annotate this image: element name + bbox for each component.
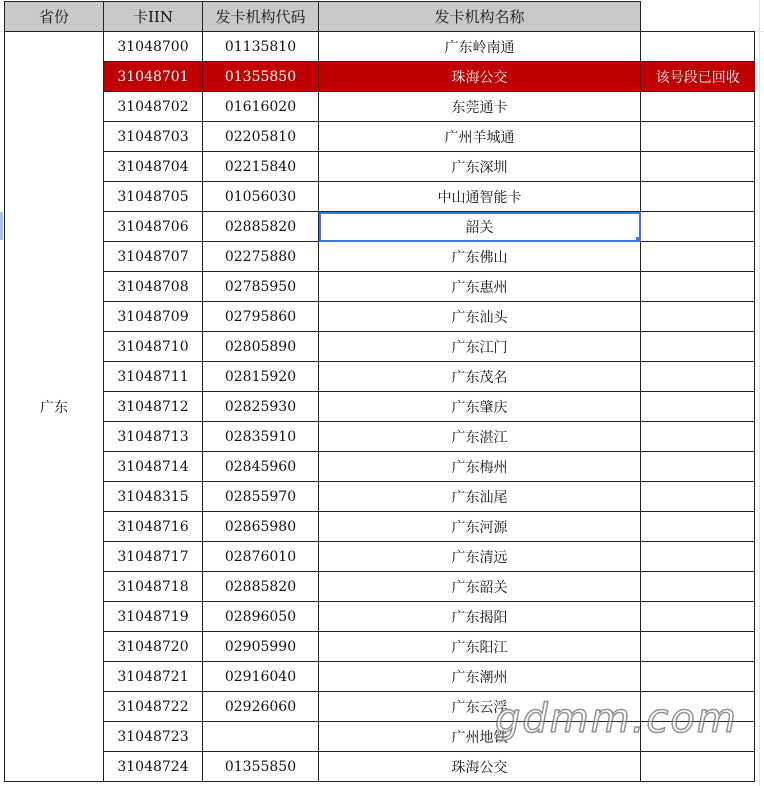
iin-cell[interactable]: 31048704 — [104, 152, 203, 182]
iin-cell[interactable]: 31048706 — [104, 212, 203, 242]
iin-cell[interactable]: 31048724 — [104, 752, 203, 782]
issuer-code-cell[interactable]: 02865980 — [203, 512, 319, 542]
note-cell[interactable] — [641, 392, 755, 422]
table-row — [5, 152, 755, 182]
issuer-name-cell[interactable]: 广东深圳 — [319, 152, 641, 182]
iin-cell[interactable]: 31048711 — [104, 362, 203, 392]
issuer-name-cell[interactable]: 广东汕头 — [319, 302, 641, 332]
issuer-name-cell[interactable]: 东莞通卡 — [319, 92, 641, 122]
issuer-code-cell[interactable]: 02885820 — [203, 572, 319, 602]
table-row — [5, 752, 755, 782]
table-row — [5, 272, 755, 302]
iin-cell[interactable]: 31048717 — [104, 542, 203, 572]
issuer-code-cell[interactable]: 01616020 — [203, 92, 319, 122]
table-row — [5, 212, 755, 242]
table-row — [5, 302, 755, 332]
note-cell[interactable] — [641, 92, 755, 122]
table-row — [5, 602, 755, 632]
note-cell[interactable] — [641, 722, 755, 752]
table-row — [5, 512, 755, 542]
note-cell[interactable] — [641, 182, 755, 212]
issuer-code-cell[interactable]: 02905990 — [203, 632, 319, 662]
table-row — [5, 722, 755, 752]
note-cell[interactable] — [641, 542, 755, 572]
iin-cell[interactable]: 31048707 — [104, 242, 203, 272]
note-cell[interactable] — [641, 422, 755, 452]
issuer-code-cell[interactable]: 01135810 — [203, 32, 319, 62]
table-row — [5, 662, 755, 692]
recycled-note-cell[interactable]: 该号段已回收 — [641, 62, 755, 92]
issuer-code-cell[interactable]: 02205810 — [203, 122, 319, 152]
note-cell[interactable] — [641, 32, 755, 62]
card-iin-table — [4, 1, 755, 782]
issuer-name-cell[interactable]: 广东汕尾 — [319, 482, 641, 512]
note-cell[interactable] — [641, 512, 755, 542]
iin-cell[interactable]: 31048719 — [104, 602, 203, 632]
iin-cell[interactable]: 31048700 — [104, 32, 203, 62]
table-row — [5, 422, 755, 452]
issuer-name-cell[interactable]: 广东岭南通 — [319, 32, 641, 62]
issuer-code-cell[interactable]: 01056030 — [203, 182, 319, 212]
note-cell[interactable] — [641, 152, 755, 182]
grid-line — [759, 0, 760, 786]
issuer-name-cell[interactable]: 广东佛山 — [319, 242, 641, 272]
iin-cell[interactable]: 31048713 — [104, 422, 203, 452]
iin-cell[interactable]: 31048721 — [104, 662, 203, 692]
watermark-logo: gdmm.com — [495, 696, 738, 742]
issuer-name-cell[interactable]: 广东揭阳 — [319, 602, 641, 632]
header-issuer-name[interactable]: 发卡机构名称 — [319, 2, 641, 32]
iin-cell[interactable]: 31048722 — [104, 692, 203, 722]
issuer-code-cell[interactable]: 02876010 — [203, 542, 319, 572]
note-cell[interactable] — [641, 302, 755, 332]
selected-cell[interactable]: 韶关 — [319, 212, 641, 242]
issuer-name-cell[interactable]: 广东河源 — [319, 512, 641, 542]
note-cell[interactable] — [641, 242, 755, 272]
table-row — [5, 242, 755, 272]
issuer-code-cell[interactable] — [203, 722, 319, 752]
iin-cell[interactable]: 31048709 — [104, 302, 203, 332]
note-cell[interactable] — [641, 122, 755, 152]
issuer-name-cell[interactable]: 广东惠州 — [319, 272, 641, 302]
note-cell[interactable] — [641, 602, 755, 632]
issuer-name-cell[interactable]: 广东阳江 — [319, 632, 641, 662]
table-body — [5, 32, 755, 782]
issuer-name-cell[interactable]: 广东云浮 — [319, 692, 641, 722]
note-cell[interactable] — [641, 572, 755, 602]
table-row — [5, 632, 755, 662]
table-row — [5, 182, 755, 212]
issuer-code-cell[interactable]: 02835910 — [203, 422, 319, 452]
issuer-code-cell[interactable]: 02795860 — [203, 302, 319, 332]
issuer-code-cell[interactable]: 02845960 — [203, 452, 319, 482]
table-row — [5, 542, 755, 572]
issuer-name-cell[interactable]: 中山通智能卡 — [319, 182, 641, 212]
header-issuer-code[interactable]: 发卡机构代码 — [203, 2, 319, 32]
iin-cell[interactable]: 31048718 — [104, 572, 203, 602]
active-row-marker — [0, 212, 3, 240]
issuer-code-cell[interactable]: 02805890 — [203, 332, 319, 362]
issuer-name-cell[interactable]: 珠海公交 — [319, 62, 641, 92]
issuer-name-cell[interactable]: 广东梅州 — [319, 452, 641, 482]
header-iin[interactable]: 卡IIN — [104, 2, 203, 32]
header-row — [5, 2, 755, 32]
table-row — [5, 32, 755, 62]
issuer-code-cell[interactable]: 01355850 — [203, 62, 319, 92]
iin-cell[interactable]: 31048701 — [104, 62, 203, 92]
note-cell[interactable] — [641, 212, 755, 242]
note-cell[interactable] — [641, 332, 755, 362]
issuer-code-cell[interactable]: 02825930 — [203, 392, 319, 422]
iin-cell[interactable]: 31048716 — [104, 512, 203, 542]
iin-cell[interactable]: 31048714 — [104, 452, 203, 482]
issuer-code-cell[interactable]: 02785950 — [203, 272, 319, 302]
iin-cell[interactable]: 31048708 — [104, 272, 203, 302]
issuer-name-cell[interactable]: 广东韶关 — [319, 572, 641, 602]
fill-handle[interactable] — [636, 237, 641, 242]
issuer-name-cell[interactable]: 广州地铁 — [319, 722, 641, 752]
issuer-code-cell[interactable]: 01355850 — [203, 752, 319, 782]
table-row — [5, 122, 755, 152]
table-row — [5, 482, 755, 512]
note-cell[interactable] — [641, 482, 755, 512]
issuer-name-cell[interactable]: 广东清远 — [319, 542, 641, 572]
issuer-code-cell[interactable]: 02275880 — [203, 242, 319, 272]
issuer-code-cell[interactable]: 02885820 — [203, 212, 319, 242]
issuer-name-cell[interactable]: 广东茂名 — [319, 362, 641, 392]
iin-cell[interactable]: 31048720 — [104, 632, 203, 662]
iin-cell[interactable]: 31048702 — [104, 92, 203, 122]
iin-cell[interactable]: 31048315 — [104, 482, 203, 512]
table-row — [5, 692, 755, 722]
note-cell[interactable] — [641, 752, 755, 782]
iin-cell[interactable]: 31048712 — [104, 392, 203, 422]
table-row — [5, 332, 755, 362]
note-cell[interactable] — [641, 272, 755, 302]
header-province[interactable]: 省份 — [5, 2, 104, 32]
issuer-name-cell[interactable]: 广东湛江 — [319, 422, 641, 452]
issuer-name-cell[interactable]: 广东潮州 — [319, 662, 641, 692]
table-row — [5, 452, 755, 482]
iin-cell[interactable]: 31048723 — [104, 722, 203, 752]
note-cell[interactable] — [641, 452, 755, 482]
issuer-name-cell[interactable]: 广州羊城通 — [319, 122, 641, 152]
note-cell[interactable] — [641, 662, 755, 692]
iin-cell[interactable]: 31048703 — [104, 122, 203, 152]
iin-cell[interactable]: 31048705 — [104, 182, 203, 212]
table-row — [5, 392, 755, 422]
table-row — [5, 62, 755, 92]
issuer-name-cell[interactable]: 广东肇庆 — [319, 392, 641, 422]
issuer-code-cell[interactable]: 02916040 — [203, 662, 319, 692]
issuer-name-cell[interactable]: 珠海公交 — [319, 752, 641, 782]
issuer-code-cell[interactable]: 02896050 — [203, 602, 319, 632]
table-row — [5, 92, 755, 122]
table-row — [5, 362, 755, 392]
issuer-code-cell[interactable]: 02926060 — [203, 692, 319, 722]
issuer-code-cell[interactable]: 02815920 — [203, 362, 319, 392]
note-cell[interactable] — [641, 362, 755, 392]
province-cell[interactable]: 广东 — [5, 32, 104, 782]
issuer-name-cell[interactable]: 广东江门 — [319, 332, 641, 362]
table-row — [5, 572, 755, 602]
header-empty-cell[interactable] — [641, 2, 755, 32]
issuer-code-cell[interactable]: 02215840 — [203, 152, 319, 182]
iin-cell[interactable]: 31048710 — [104, 332, 203, 362]
note-cell[interactable] — [641, 632, 755, 662]
issuer-code-cell[interactable]: 02855970 — [203, 482, 319, 512]
note-cell[interactable] — [641, 692, 755, 722]
